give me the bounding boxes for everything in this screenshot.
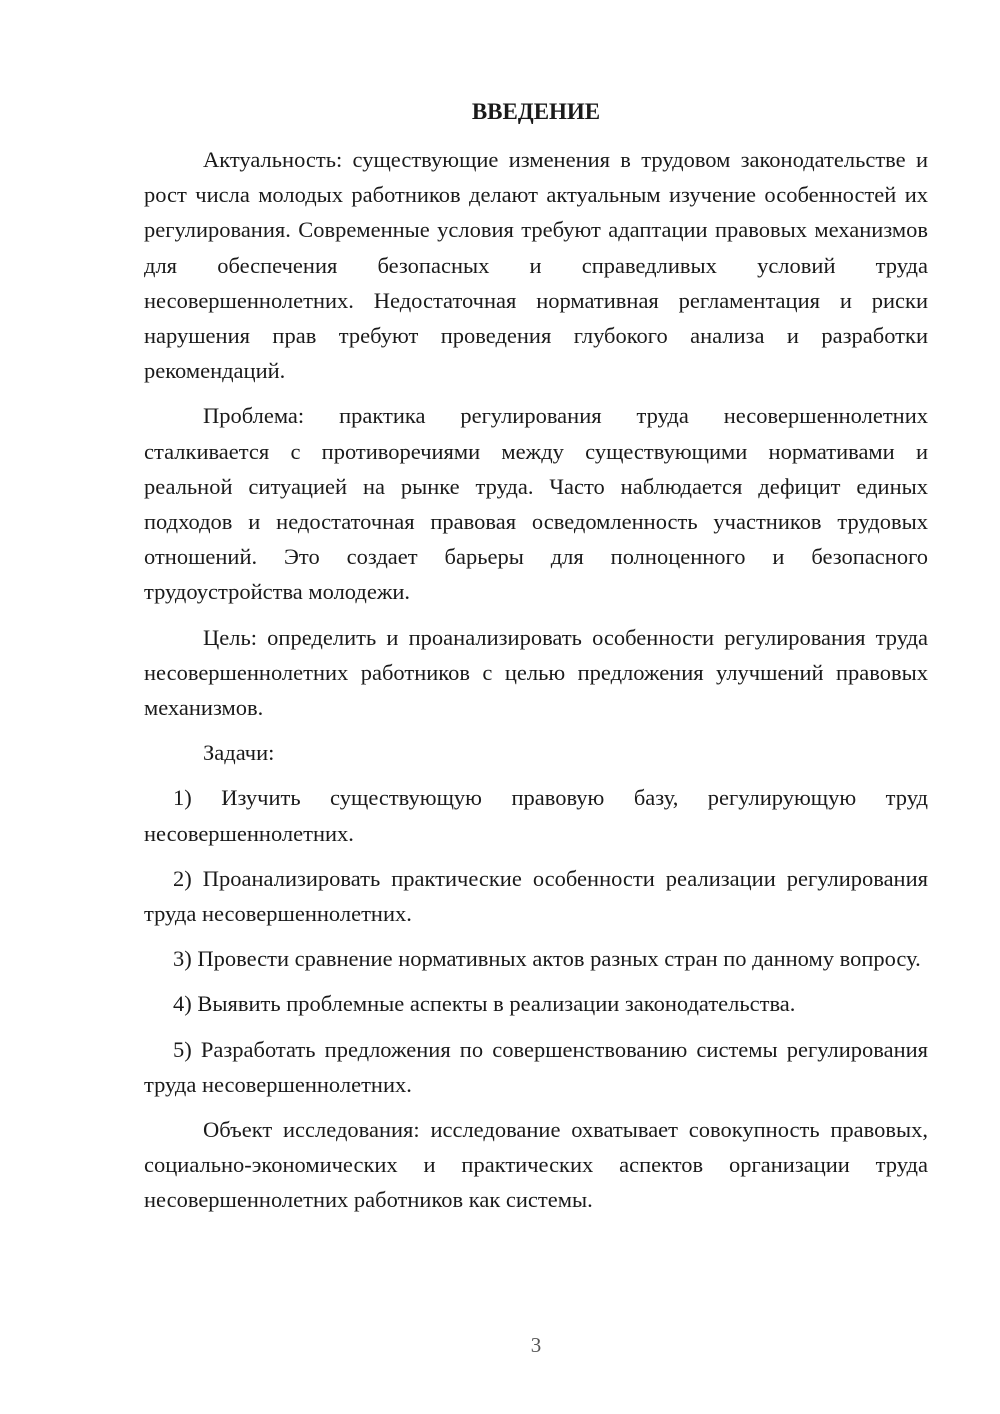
paragraph-relevance: Актуальность: существующие изменения в трудовом законодательстве и рост числа молодых работников делают актуальным изучение особенностей их регулирования. Современные условия требуют адаптации правовых механизмов для обеспечения безопасных и справедливых условий труда несовершеннолетних. Недостаточная нормативная регламентация и риски нарушения прав требуют проведения глубокого анализа и разработки рекомендаций. [144, 147, 928, 384]
task-item-2: 2) Проанализировать практические особенности реализации регулирования труда несовершеннолетних. [144, 865, 928, 927]
task-item-4: 4) Выявить проблемные аспекты в реализации законодательства. [173, 991, 796, 1017]
document-page [144, 94, 928, 1218]
tasks-label: Задачи: [203, 740, 275, 766]
paragraph-problem: Проблема: практика регулирования труда несовершеннолетних сталкивается с противоречиями между существующими нормативами и реальной ситуацией на рынке труда. Часто наблюдается дефицит единых подходов и недостаточная правовая осведомленность участников трудовых отношений. Это создает барьеры для полноценного и безопасного трудоустройства молодежи. [144, 403, 928, 605]
paragraph-goal: Цель: определить и проанализировать особенности регулирования труда несовершеннолетних работников с целью предложения улучшений правовых механизмов. [144, 624, 928, 721]
task-item-5: 5) Разработать предложения по совершенствованию системы регулирования труда несовершеннолетних. [144, 1036, 928, 1097]
task-item-1: 1) Изучить существующую правовую базу, регулирующую труд несовершеннолетних. [144, 785, 928, 846]
paragraph-object: Объект исследования: исследование охватывает совокупность правовых, социально-экономических и практических аспектов организации труда несовершеннолетних работников как системы. [144, 1117, 928, 1213]
section-heading: ВВЕДЕНИЕ [471, 99, 601, 124]
page-number: 3 [530, 1333, 542, 1357]
task-item-3: 3) Провести сравнение нормативных актов разных стран по данному вопросу. [173, 946, 921, 972]
